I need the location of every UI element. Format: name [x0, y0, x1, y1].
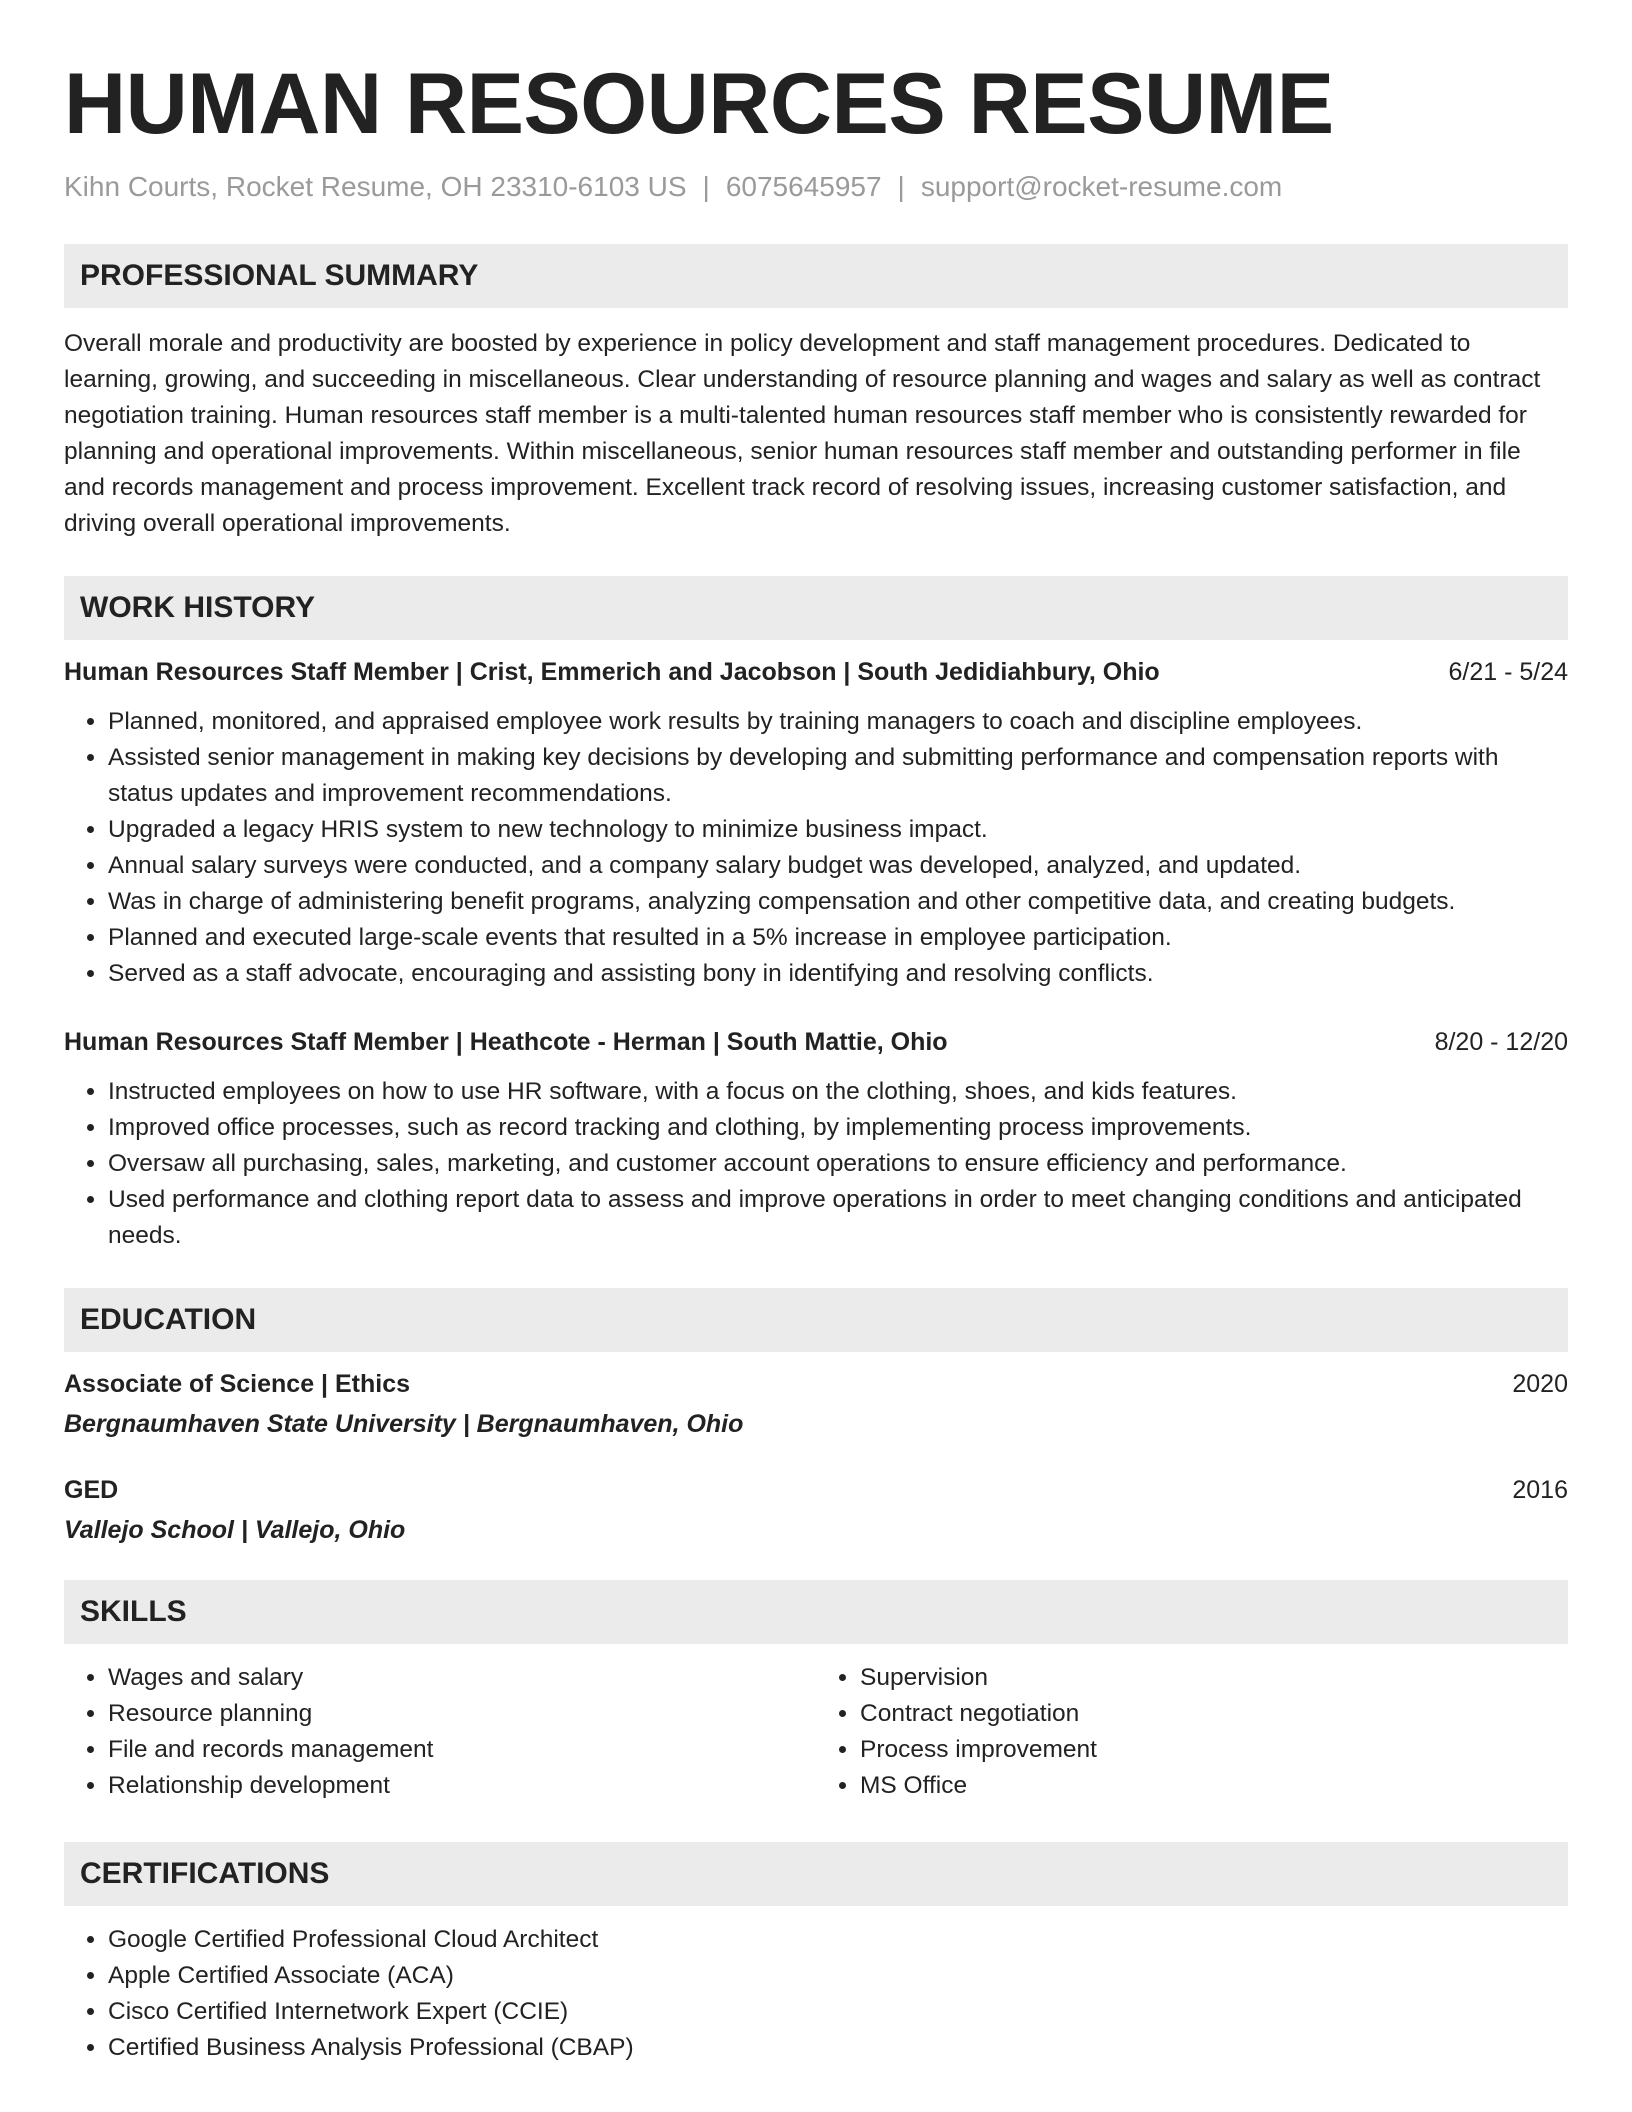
- job-bullet: • Improved office processes, such as record tracking and clothing, by implementing process improvements.: [108, 1110, 1568, 1146]
- section-header-work-history: WORK HISTORY: [64, 576, 1568, 640]
- skill-item: • Supervision: [860, 1660, 1568, 1696]
- education-header: [64, 1366, 1568, 1402]
- section-header-skills: SKILLS: [64, 1580, 1568, 1644]
- skill-item: • Relationship development: [108, 1768, 816, 1804]
- education-entry: [64, 1472, 1568, 1548]
- certification-item: • Certified Business Analysis Professional (CBAP): [108, 2030, 1568, 2066]
- job-bullet: • Upgraded a legacy HRIS system to new technology to minimize business impact.: [108, 812, 1568, 848]
- skill-item: • MS Office: [860, 1768, 1568, 1804]
- job-header: [64, 1024, 1568, 1060]
- section-header-certifications: CERTIFICATIONS: [64, 1842, 1568, 1906]
- contact-address: Kihn Courts, Rocket Resume, OH 23310-6103 US: [64, 171, 687, 202]
- skill-item: • Process improvement: [860, 1732, 1568, 1768]
- summary-text: Overall morale and productivity are boosted by experience in policy development and staff management procedures. Dedicated to learning, growing, and succeeding in miscellaneous. Clear understanding of resource planning and wages and salary as well as contract negotiation training. Human resources staff member is a multi-talented human resources staff member who is consistently rewarded for planning and operational improvements. Within miscellaneous, senior human resources staff member and outstanding performer in file and records management and process improvement. Excellent track record of resolving issues, increasing customer satisfaction, and driving overall operational improvements.: [64, 330, 1541, 537]
- certification-item: • Google Certified Professional Cloud Architect: [108, 1922, 1568, 1958]
- resume-title: HUMAN RESOURCES RESUME: [64, 56, 1334, 152]
- education-degree: GED: [64, 1476, 119, 1504]
- job-title: Human Resources Staff Member | Crist, Emmerich and Jacobson | South Jedidiahbury, Ohio: [64, 658, 1160, 686]
- education-entry: [64, 1366, 1568, 1442]
- education-degree: Associate of Science | Ethics: [64, 1370, 411, 1398]
- contact-email: support@rocket-resume.com: [920, 171, 1283, 202]
- job-bullet: • Planned and executed large-scale events that resulted in a 5% increase in employee participation.: [108, 920, 1568, 956]
- section-header-summary: PROFESSIONAL SUMMARY: [64, 244, 1568, 308]
- education-school: Vallejo School | Vallejo, Ohio: [64, 1516, 406, 1544]
- contact-line: [64, 170, 1568, 204]
- education-year: 2016: [1512, 1476, 1568, 1504]
- skills-columns: [64, 1660, 1568, 1804]
- skills-list-left: [64, 1660, 816, 1804]
- job-dates: 8/20 - 12/20: [1434, 1028, 1568, 1056]
- job-header: [64, 654, 1568, 690]
- job-bullet: • Oversaw all purchasing, sales, marketing, and customer account operations to ensure efficiency and performance.: [108, 1146, 1568, 1182]
- certifications-list: [64, 1922, 1568, 2066]
- job-bullet: • Assisted senior management in making key decisions by developing and submitting performance and compensation reports with status updates and improvement recommendations.: [108, 740, 1568, 812]
- skills-list-right: [816, 1660, 1568, 1804]
- job-entry: [64, 1024, 1568, 1254]
- contact-phone: 6075645957: [725, 171, 882, 202]
- job-bullet: • Served as a staff advocate, encouraging and assisting bony in identifying and resolving conflicts.: [108, 956, 1568, 992]
- job-bullet: • Was in charge of administering benefit programs, analyzing compensation and other competitive data, and creating budgets.: [108, 884, 1568, 920]
- education-school: Bergnaumhaven State University | Bergnaumhaven, Ohio: [64, 1410, 744, 1438]
- job-bullet: • Planned, monitored, and appraised employee work results by training managers to coach and discipline employees.: [108, 704, 1568, 740]
- certification-item: • Apple Certified Associate (ACA): [108, 1958, 1568, 1994]
- job-bullet: • Instructed employees on how to use HR software, with a focus on the clothing, shoes, and kids features.: [108, 1074, 1568, 1110]
- skill-item: • Resource planning: [108, 1696, 816, 1732]
- job-bullet: • Annual salary surveys were conducted, and a company salary budget was developed, analyzed, and updated.: [108, 848, 1568, 884]
- section-header-education: EDUCATION: [64, 1288, 1568, 1352]
- job-bullet: • Used performance and clothing report data to assess and improve operations in order to meet changing conditions and anticipated needs.: [108, 1182, 1568, 1254]
- education-header: [64, 1472, 1568, 1508]
- certification-item: • Cisco Certified Internetwork Expert (CCIE): [108, 1994, 1568, 2030]
- education-year: 2020: [1512, 1370, 1568, 1398]
- contact-separator: |: [702, 171, 710, 202]
- contact-separator: |: [897, 171, 905, 202]
- skill-item: • Wages and salary: [108, 1660, 816, 1696]
- job-dates: 6/21 - 5/24: [1448, 658, 1568, 686]
- job-title: Human Resources Staff Member | Heathcote - Herman | South Mattie, Ohio: [64, 1028, 948, 1056]
- skill-item: • File and records management: [108, 1732, 816, 1768]
- job-bullets: [64, 1074, 1568, 1254]
- job-bullets: [64, 704, 1568, 992]
- skill-item: • Contract negotiation: [860, 1696, 1568, 1732]
- job-entry: [64, 654, 1568, 992]
